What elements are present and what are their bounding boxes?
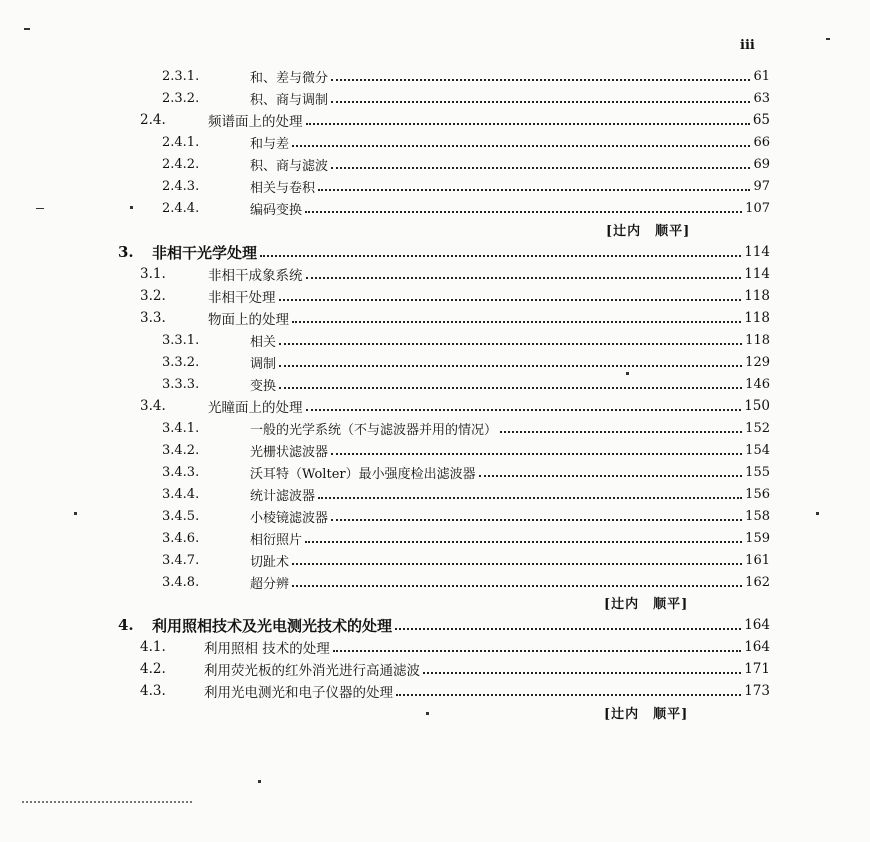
- toc-entry: [162, 374, 770, 394]
- scan-speck: [74, 512, 77, 515]
- author-credit: [辻内 顺平]: [604, 597, 689, 612]
- toc-entry-title: 统计滤波器: [250, 488, 316, 504]
- scan-smudge: [22, 798, 192, 803]
- toc-entry-page: 118: [744, 288, 770, 304]
- toc-entry-page: 118: [744, 310, 770, 326]
- dot-leader: [318, 495, 742, 499]
- dot-leader: [479, 473, 743, 477]
- toc-entry-number: 2.4.3.: [162, 178, 200, 194]
- scan-speck: [36, 208, 44, 209]
- toc-entry-number: 3.4.8.: [162, 574, 200, 590]
- dot-leader: [279, 385, 742, 389]
- toc-entry-number: 3.4.7.: [162, 552, 200, 568]
- toc-entry-number: 3.2.: [140, 288, 166, 304]
- toc-entry-number: 2.4.1.: [162, 134, 200, 150]
- scan-speck: [426, 712, 429, 715]
- toc-entry-number: 4.: [118, 616, 134, 634]
- toc-entry-title: 和与差: [250, 136, 290, 152]
- toc-entry: [140, 286, 770, 306]
- toc-entry-number: 3.4.: [140, 398, 166, 414]
- dot-leader: [331, 451, 742, 455]
- toc-entry-title: 利用照相技术及光电测光技术的处理: [152, 616, 393, 635]
- toc-entry-title: 切趾术: [250, 554, 290, 570]
- toc-entry: [140, 110, 770, 130]
- toc-entry: [140, 264, 770, 284]
- toc-entry: [162, 198, 770, 218]
- toc-entry: [140, 308, 770, 328]
- author-credit: [辻内 顺平]: [604, 707, 689, 722]
- toc-entry-title: 变换: [250, 378, 277, 394]
- toc-entry-number: 2.4.2.: [162, 156, 200, 172]
- toc-entry-page: 152: [745, 420, 770, 436]
- toc-entry: [162, 572, 770, 592]
- toc-entry-number: 3.4.2.: [162, 442, 200, 458]
- toc-entry: [162, 330, 770, 350]
- toc-entry: [162, 528, 770, 548]
- toc-entry-number: 3.3.3.: [162, 376, 200, 392]
- dot-leader: [305, 539, 742, 543]
- toc-entry-page: 154: [745, 442, 770, 458]
- page-number-mark: iii: [740, 38, 755, 53]
- toc-entry-page: 114: [744, 244, 770, 260]
- toc-entry: [162, 550, 770, 570]
- dot-leader: [292, 561, 742, 565]
- toc-entry-number: 3.4.6.: [162, 530, 200, 546]
- toc-entry-page: 107: [745, 200, 770, 216]
- toc-entry-number: 3.4.1.: [162, 420, 200, 436]
- dot-leader: [279, 341, 742, 345]
- dot-leader: [396, 692, 741, 696]
- toc-entry-title: 相关: [250, 334, 277, 350]
- toc-entry-title: 利用荧光板的红外消光进行高通滤波: [204, 663, 420, 679]
- toc-entry-title: 沃耳特（Wolter）最小强度检出滤波器: [250, 466, 476, 482]
- toc-entry: [162, 418, 770, 438]
- toc-entry: [162, 462, 770, 482]
- toc-entry-title: 和、差与微分: [250, 70, 329, 86]
- dot-leader: [500, 429, 742, 433]
- toc-entry-page: 162: [745, 574, 770, 590]
- dot-leader: [331, 517, 742, 521]
- toc-entry: [162, 176, 770, 196]
- toc-entry-number: 2.3.2.: [162, 90, 200, 106]
- toc-entry-page: 63: [753, 90, 770, 106]
- dot-leader: [331, 165, 750, 169]
- toc-entry: [162, 352, 770, 372]
- toc-entry: [162, 440, 770, 460]
- toc-entry-number: 4.2.: [140, 661, 166, 677]
- toc-entry-title: 利用照相 技术的处理: [204, 641, 330, 657]
- toc-entry: [140, 681, 770, 701]
- toc-entry-number: 2.3.1.: [162, 68, 200, 84]
- toc-entry-number: 3.: [118, 243, 134, 261]
- toc-entry-title: 相关与卷积: [250, 180, 316, 196]
- toc-entry-number: 4.3.: [140, 683, 166, 699]
- scan-speck: [258, 780, 261, 783]
- dot-leader: [331, 99, 750, 103]
- dot-leader: [306, 407, 742, 411]
- toc-entry-number: 3.4.4.: [162, 486, 200, 502]
- toc-entry-title: 物面上的处理: [208, 312, 289, 328]
- toc-entry-page: 164: [744, 617, 770, 633]
- scan-speck: [130, 206, 133, 209]
- toc-entry-page: 66: [753, 134, 770, 150]
- scan-speck: [826, 38, 830, 40]
- toc-entry-number: 3.4.3.: [162, 464, 200, 480]
- toc-entry-title: 非相干光学处理: [152, 243, 258, 262]
- dot-leader: [318, 187, 750, 191]
- toc-entry-number: 3.4.5.: [162, 508, 200, 524]
- dot-leader: [331, 77, 750, 81]
- author-credit: [辻内 顺平]: [606, 224, 691, 239]
- toc-entry-page: 118: [745, 332, 770, 348]
- toc-entry-number: 3.1.: [140, 266, 166, 282]
- toc-entry-title: 相衍照片: [250, 532, 303, 548]
- toc-entry-page: 129: [745, 354, 770, 370]
- scan-speck: [626, 372, 629, 375]
- toc-entry-title: 编码变换: [250, 202, 303, 218]
- toc-entry-page: 173: [744, 683, 770, 699]
- toc-entry-title: 非相干成象系统: [208, 268, 303, 284]
- toc-entry-number: 2.4.4.: [162, 200, 200, 216]
- dot-leader: [279, 363, 742, 367]
- scan-speck: [816, 512, 819, 515]
- toc-entry-page: 156: [745, 486, 770, 502]
- toc-entry: [140, 659, 770, 679]
- toc-entry: [162, 132, 770, 152]
- toc-entry-page: 114: [744, 266, 770, 282]
- dot-leader: [306, 121, 750, 125]
- toc-entry-number: 2.4.: [140, 112, 166, 128]
- toc-entry-title: 一般的光学系统（不与滤波器并用的情况）: [250, 422, 498, 438]
- toc-entry-number: 3.3.: [140, 310, 166, 326]
- toc-entry: [162, 88, 770, 108]
- dot-leader: [292, 143, 750, 147]
- toc-entry-page: 159: [745, 530, 770, 546]
- dot-leader: [395, 626, 741, 630]
- toc-entry-title: 非相干处理: [208, 290, 276, 306]
- dot-leader: [305, 209, 742, 213]
- toc-entry-page: 146: [745, 376, 770, 392]
- dot-leader: [292, 319, 741, 323]
- toc-entry-page: 158: [745, 508, 770, 524]
- toc-entry-page: 155: [745, 464, 770, 480]
- toc-entry-page: 61: [753, 68, 770, 84]
- dot-leader: [306, 275, 742, 279]
- toc-entry-title: 光瞳面上的处理: [208, 400, 303, 416]
- toc-entry-title: 积、商与滤波: [250, 158, 329, 174]
- toc-entry-page: 164: [744, 639, 770, 655]
- toc-entry-number: 3.3.1.: [162, 332, 200, 348]
- toc-entry: [140, 637, 770, 657]
- toc-entry-page: 150: [744, 398, 770, 414]
- dot-leader: [292, 583, 742, 587]
- toc-entry-title: 调制: [250, 356, 277, 372]
- toc-entry-title: 积、商与调制: [250, 92, 329, 108]
- toc-entry-page: 69: [753, 156, 770, 172]
- toc-chapter: [118, 615, 770, 635]
- dot-leader: [260, 253, 741, 257]
- toc-entry-page: 97: [753, 178, 770, 194]
- toc-entry: [162, 506, 770, 526]
- scan-speck: [24, 28, 30, 30]
- toc-entry-number: 4.1.: [140, 639, 166, 655]
- toc-entry: [162, 484, 770, 504]
- toc-entry-page: 161: [745, 552, 770, 568]
- toc-entry: [162, 66, 770, 86]
- toc-entry-title: 光栅状滤波器: [250, 444, 329, 460]
- toc-entry: [140, 396, 770, 416]
- dot-leader: [279, 297, 742, 301]
- dot-leader: [423, 670, 741, 674]
- toc-entry-page: 171: [744, 661, 770, 677]
- toc-chapter: [118, 242, 770, 262]
- toc-entry-title: 频谱面上的处理: [208, 114, 303, 130]
- toc-entry-title: 超分辨: [250, 576, 290, 592]
- toc-entry-page: 65: [752, 112, 770, 128]
- toc-entry: [162, 154, 770, 174]
- toc-entry-title: 利用光电测光和电子仪器的处理: [204, 685, 393, 701]
- toc-entry-number: 3.3.2.: [162, 354, 200, 370]
- dot-leader: [333, 648, 741, 652]
- toc-entry-title: 小棱镜滤波器: [250, 510, 329, 526]
